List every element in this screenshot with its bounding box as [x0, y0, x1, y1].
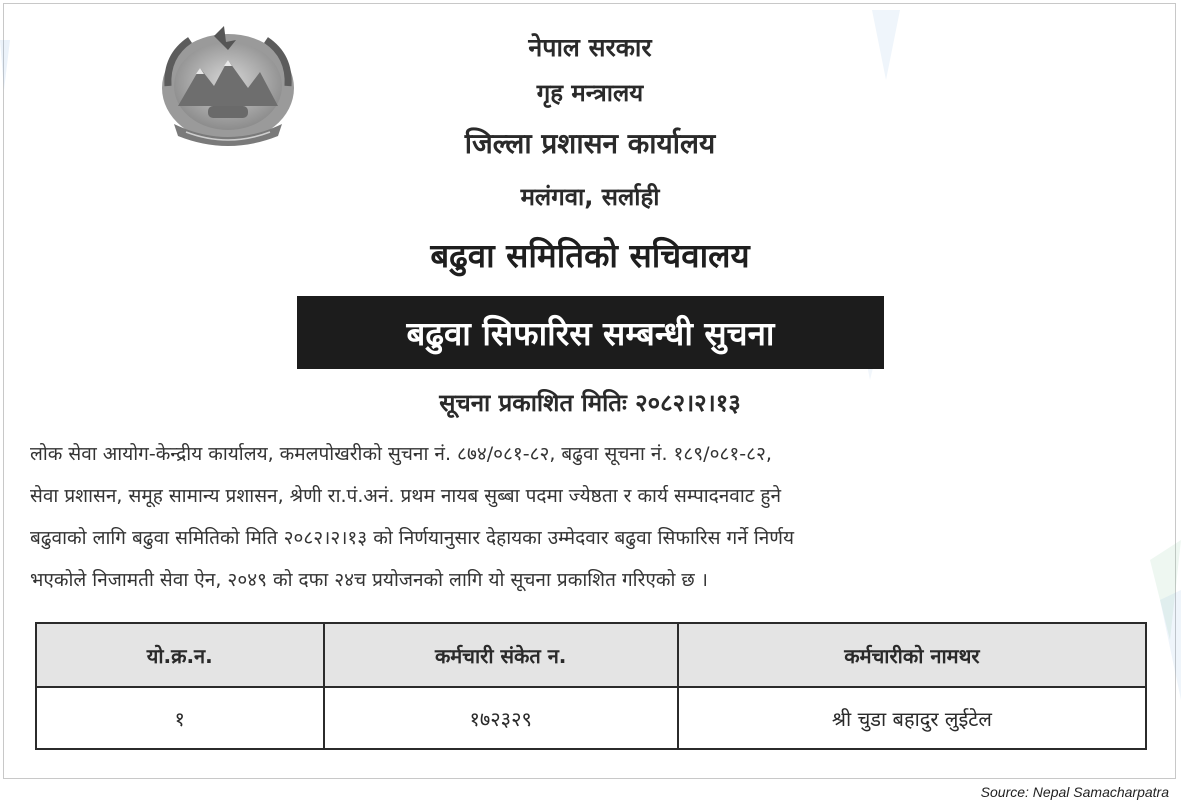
government-name: नेपाल सरकार [528, 33, 652, 62]
body-line: बढुवाको लागि बढुवा समितिको मिति २०८२।२।१३ को निर्णयानुसार देहायका उम्मेदवार बढुवा सिफारिस गर्ने निर्णय [30, 527, 795, 549]
column-header-serial: यो.क्र.न. [36, 623, 324, 687]
notice-title-banner [297, 296, 884, 369]
body-line: लोक सेवा आयोग-केन्द्रीय कार्यालय, कमलपोखरीको सुचना नं. ८७४/०८१-८२, बढुवा सूचना नं. १८९/०८१-८२, [30, 443, 772, 465]
office-location: मलंगवा, सर्लाही [520, 183, 660, 211]
table-header-row [36, 623, 1146, 687]
body-line: सेवा प्रशासन, समूह सामान्य प्रशासन, श्रेणी रा.पं.अनं. प्रथम नायब सुब्बा पदमा ज्येष्ठता र कार्य सम्पादनवाट हुने [30, 485, 782, 507]
cell-employee-code: १७२३२९ [324, 687, 678, 749]
notice-title: बढुवा सिफारिस सम्बन्धी सुचना [406, 314, 775, 353]
cell-serial: १ [36, 687, 324, 749]
source-credit: Source: Nepal Samacharpatra [980, 784, 1169, 800]
ministry-name: गृह मन्त्रालय [536, 79, 644, 107]
candidate-table [35, 622, 1147, 750]
nepal-emblem-icon [156, 26, 300, 148]
office-name: जिल्ला प्रशासन कार्यालय [464, 127, 716, 160]
notice-body [30, 433, 1155, 601]
column-header-employee-name: कर्मचारीको नामथर [678, 623, 1146, 687]
cell-employee-name: श्री चुडा बहादुर लुईटेल [678, 687, 1146, 749]
column-header-employee-code: कर्मचारी संकेत न. [324, 623, 678, 687]
publish-date: सूचना प्रकाशित मितिः २०८२।२।१३ [439, 389, 741, 417]
secretariat-name: बढुवा समितिको सचिवालय [430, 236, 750, 275]
body-line: भएकोले निजामती सेवा ऐन, २०४९ को दफा २४च प्रयोजनको लागि यो सूचना प्रकाशित गरिएको छ । [30, 569, 708, 591]
table-row [36, 687, 1146, 749]
